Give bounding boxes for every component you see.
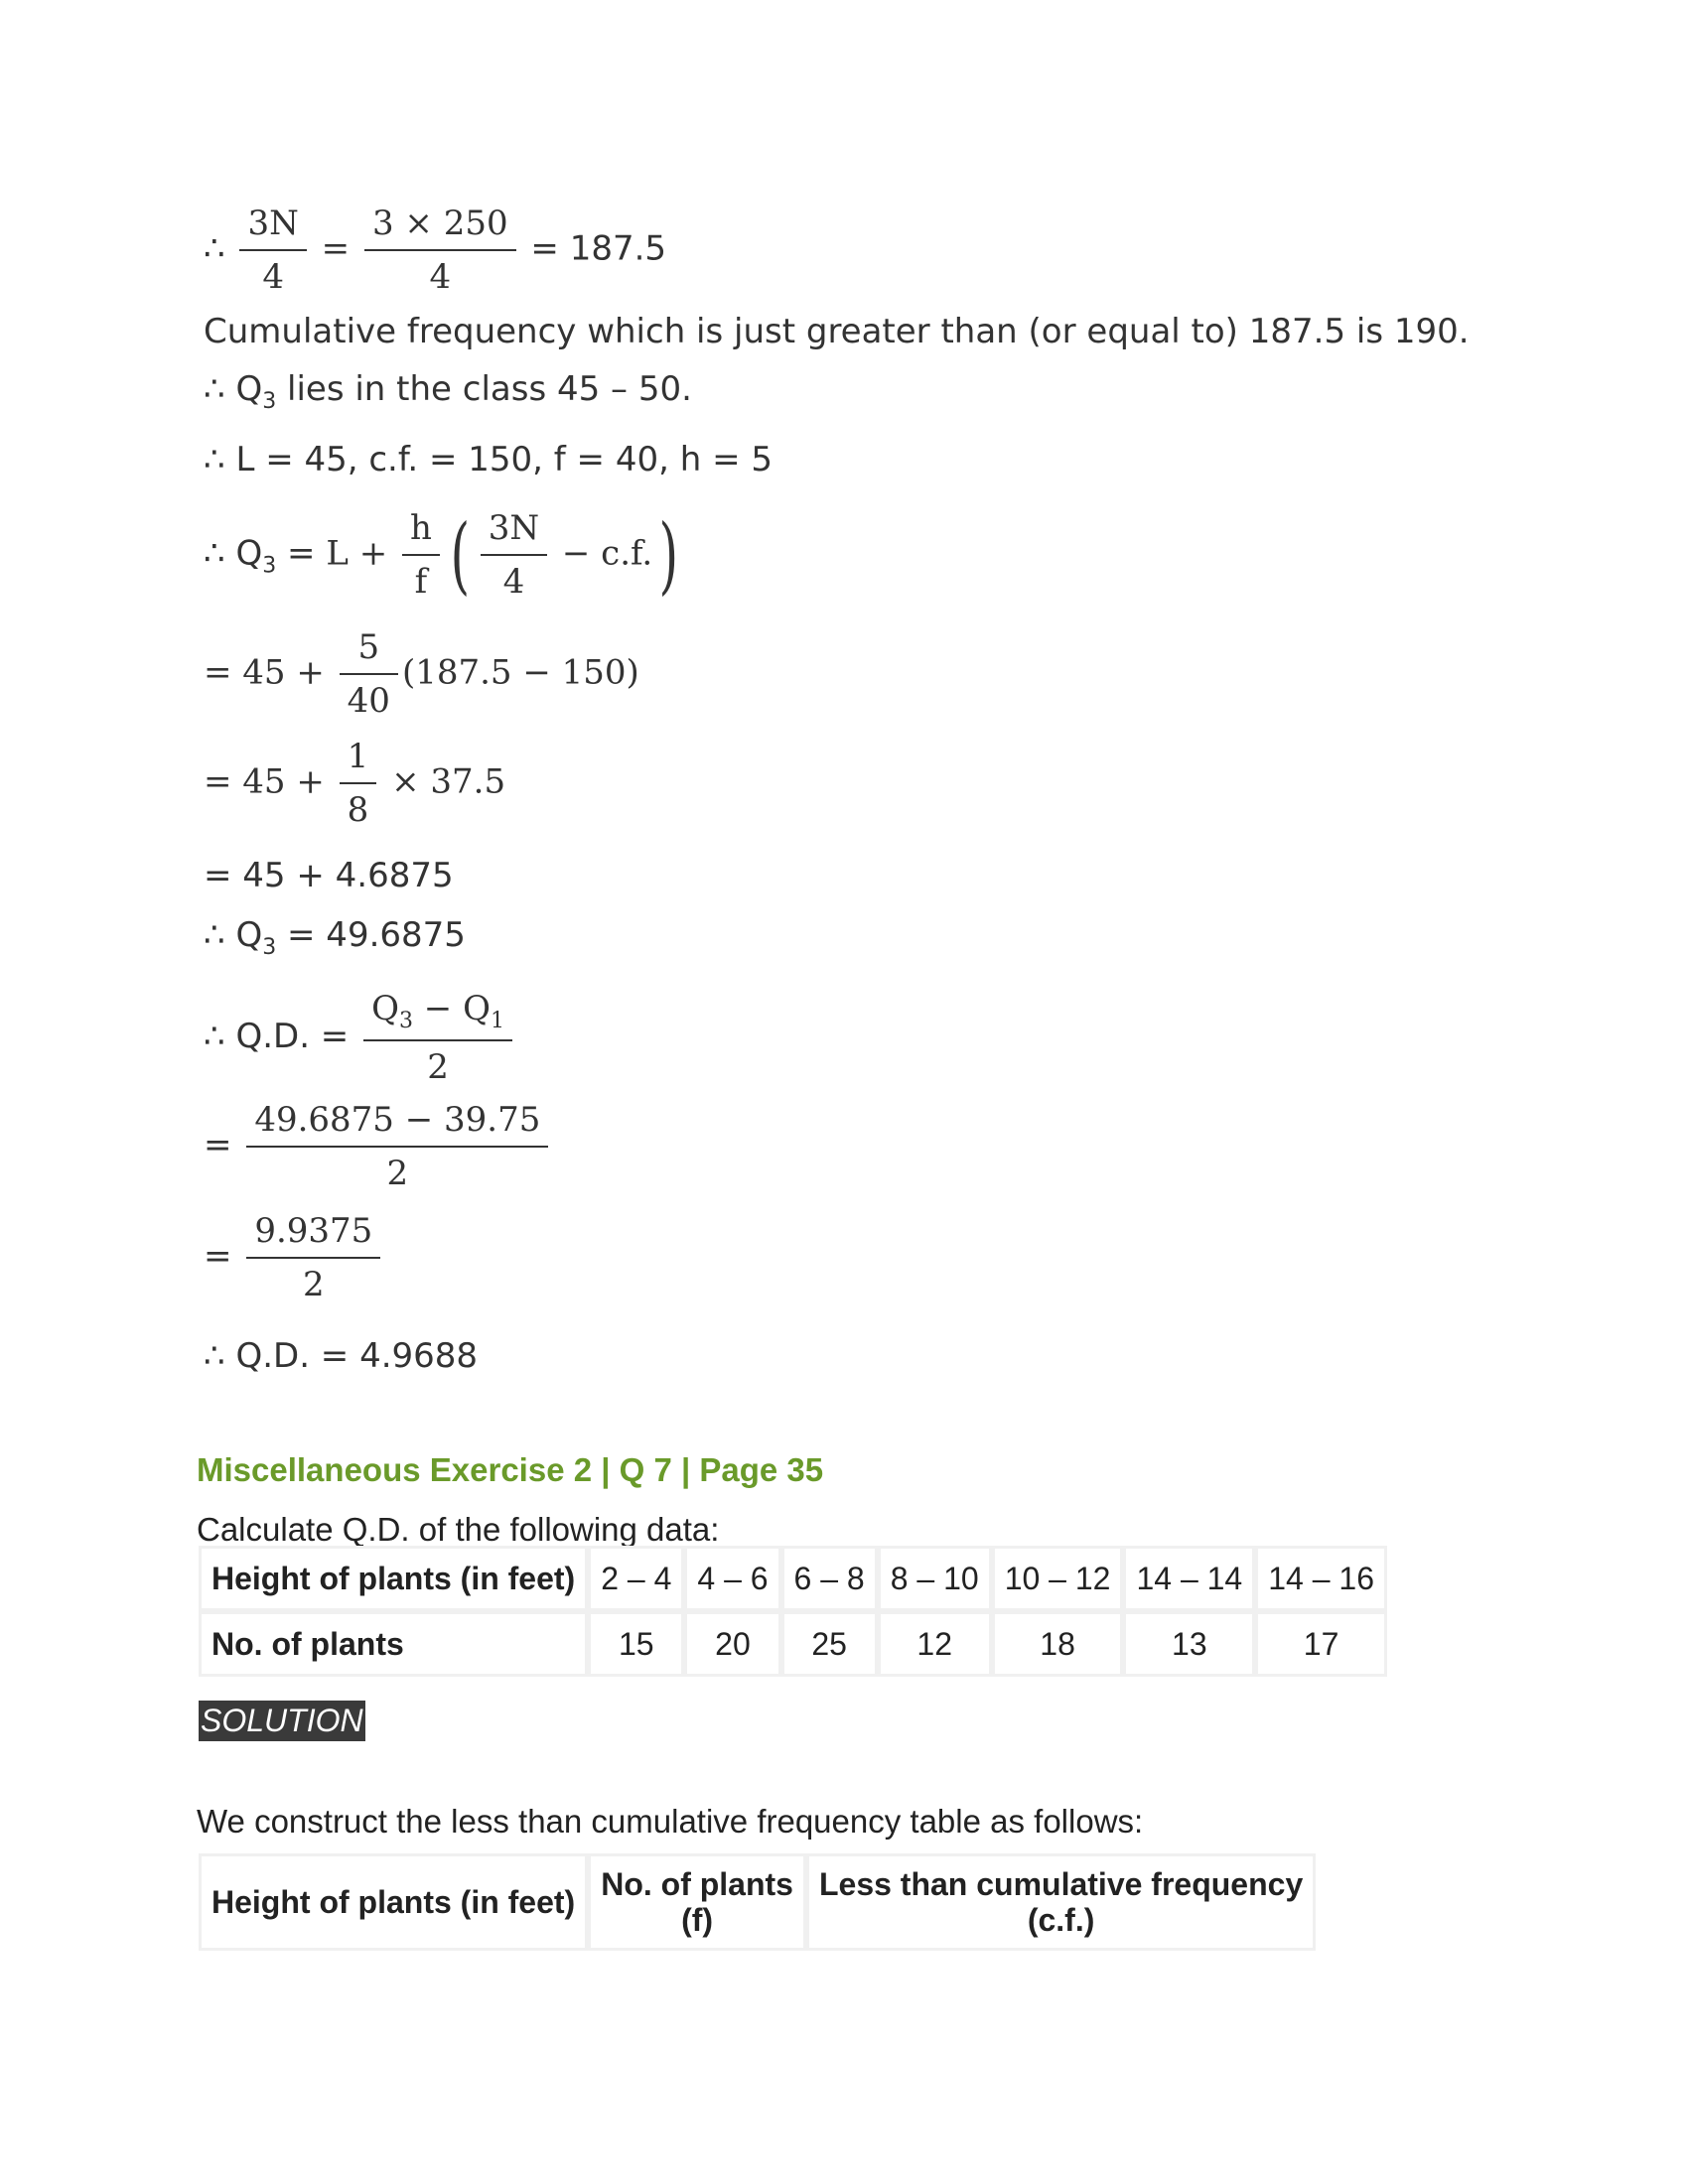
substitution-step-2 bbox=[204, 737, 505, 830]
table-cell: 18 bbox=[992, 1611, 1124, 1677]
q-label: ∴ Q bbox=[204, 533, 263, 574]
table-cell: 14 – 14 bbox=[1123, 1546, 1255, 1611]
q-subscript: 3 bbox=[262, 553, 277, 579]
numerator: 3N bbox=[481, 508, 547, 556]
denominator: 2 bbox=[302, 1265, 325, 1304]
equation-3n-over-4 bbox=[204, 204, 666, 297]
parenthetical: (187.5 − 150) bbox=[401, 652, 639, 693]
qd-label: ∴ Q.D. = bbox=[204, 1016, 350, 1056]
table-cell: 12 bbox=[878, 1611, 992, 1677]
numerator: 3 × 250 bbox=[364, 204, 516, 251]
intro-text: We construct the less than cumulative frequency table as follows: bbox=[197, 1803, 1144, 1840]
denominator: 8 bbox=[347, 790, 369, 830]
denominator: 2 bbox=[386, 1154, 409, 1193]
denominator: 4 bbox=[429, 257, 452, 297]
table-row bbox=[199, 1611, 1387, 1677]
equals-45-plus: = 45 + bbox=[204, 761, 325, 802]
fraction-q3-minus-q1 bbox=[363, 989, 512, 1087]
row-header-height: Height of plants (in feet) bbox=[199, 1546, 588, 1611]
table-cell: 2 – 4 bbox=[588, 1546, 684, 1611]
class-text: lies in the class 45 – 50. bbox=[276, 369, 692, 409]
numerator: 9.9375 bbox=[246, 1211, 380, 1259]
question-text: Calculate Q.D. of the following data: bbox=[197, 1511, 720, 1548]
fraction-3x250-4 bbox=[364, 204, 516, 297]
denominator: 40 bbox=[347, 681, 390, 721]
close-paren: ) bbox=[658, 506, 679, 604]
fraction-1-8 bbox=[340, 737, 377, 830]
table-cell: 15 bbox=[588, 1611, 684, 1677]
q3-value: = 49.6875 bbox=[276, 915, 466, 955]
table-cell: 14 – 16 bbox=[1255, 1546, 1387, 1611]
equals-sign: = bbox=[204, 1125, 232, 1165]
minus-q1: − Q bbox=[412, 989, 491, 1028]
times-37-5: × 37.5 bbox=[391, 761, 506, 802]
header-height: Height of plants (in feet) bbox=[199, 1853, 588, 1951]
header-no-of-plants bbox=[588, 1853, 806, 1951]
fraction-9-9375-2 bbox=[246, 1211, 380, 1304]
fraction-5-40 bbox=[340, 627, 398, 721]
fraction-3n-4 bbox=[239, 204, 306, 297]
parameters-statement: ∴ L = 45, c.f. = 150, f = 40, h = 5 bbox=[204, 440, 774, 479]
numerator: 5 bbox=[340, 627, 398, 675]
q3-symbol: Q bbox=[371, 989, 399, 1028]
header-line: Less than cumulative frequency bbox=[818, 1866, 1304, 1902]
l-plus: L + bbox=[326, 533, 388, 574]
header-cf bbox=[806, 1853, 1316, 1951]
fraction-h-f bbox=[402, 508, 440, 602]
data-table bbox=[199, 1546, 1387, 1677]
table-cell: 25 bbox=[781, 1611, 878, 1677]
substitution-step-1 bbox=[204, 627, 639, 721]
minus-cf: − c.f. bbox=[561, 533, 653, 574]
q3-class-statement bbox=[204, 369, 692, 414]
substitution-step-3: = 45 + 4.6875 bbox=[204, 856, 454, 895]
qd-substitution bbox=[204, 1100, 552, 1193]
solution-label: SOLUTION bbox=[199, 1701, 365, 1741]
denominator: 4 bbox=[262, 257, 284, 297]
equals-sign: = bbox=[204, 1236, 232, 1277]
numerator bbox=[363, 989, 512, 1041]
table-cell: 13 bbox=[1123, 1611, 1255, 1677]
table-cell: 4 – 6 bbox=[684, 1546, 780, 1611]
open-paren: ( bbox=[450, 506, 471, 604]
header-line: (f) bbox=[681, 1902, 714, 1938]
denominator: 4 bbox=[502, 562, 525, 602]
exercise-heading[interactable]: Miscellaneous Exercise 2 | Q 7 | Page 35 bbox=[197, 1451, 824, 1488]
qd-result: ∴ Q.D. = 4.9688 bbox=[204, 1336, 479, 1376]
row-header-plants: No. of plants bbox=[199, 1611, 588, 1677]
q-label: ∴ Q bbox=[204, 915, 263, 955]
numerator: 49.6875 − 39.75 bbox=[246, 1100, 548, 1148]
table-cell: 8 – 10 bbox=[878, 1546, 992, 1611]
table-cell: 17 bbox=[1255, 1611, 1387, 1677]
header-line: No. of plants bbox=[601, 1866, 793, 1902]
fraction-difference bbox=[246, 1100, 548, 1193]
numerator: 1 bbox=[340, 737, 377, 784]
q-subscript: 3 bbox=[262, 388, 277, 414]
qd-formula bbox=[204, 989, 516, 1087]
table-cell: 6 – 8 bbox=[781, 1546, 878, 1611]
cumulative-frequency-table bbox=[199, 1853, 1316, 1951]
equals-sign: = bbox=[321, 228, 351, 269]
q-subscript: 3 bbox=[262, 934, 277, 960]
table-cell: 20 bbox=[684, 1611, 780, 1677]
subscript-3: 3 bbox=[398, 1008, 413, 1033]
numerator: h bbox=[402, 508, 440, 556]
denominator: f bbox=[414, 562, 428, 602]
table-cell: 10 – 12 bbox=[992, 1546, 1124, 1611]
result-value: = 187.5 bbox=[530, 228, 667, 269]
header-line: (c.f.) bbox=[1027, 1902, 1095, 1938]
q3-formula bbox=[204, 506, 685, 604]
denominator: 2 bbox=[427, 1046, 449, 1087]
qd-simplify bbox=[204, 1211, 384, 1304]
table-row bbox=[199, 1546, 1387, 1611]
fraction-3n-4 bbox=[481, 508, 547, 602]
cumulative-frequency-statement: Cumulative frequency which is just greater than (or equal to) 187.5 is 190. bbox=[204, 312, 1470, 351]
table-header-row bbox=[199, 1853, 1316, 1951]
q-label: ∴ Q bbox=[204, 369, 263, 409]
equals-45-plus: = 45 + bbox=[204, 652, 325, 693]
equals-sign: = bbox=[276, 533, 327, 574]
therefore-symbol: ∴ bbox=[204, 228, 225, 269]
numerator: 3N bbox=[239, 204, 306, 251]
subscript-1: 1 bbox=[490, 1008, 504, 1033]
q3-result bbox=[204, 915, 466, 960]
